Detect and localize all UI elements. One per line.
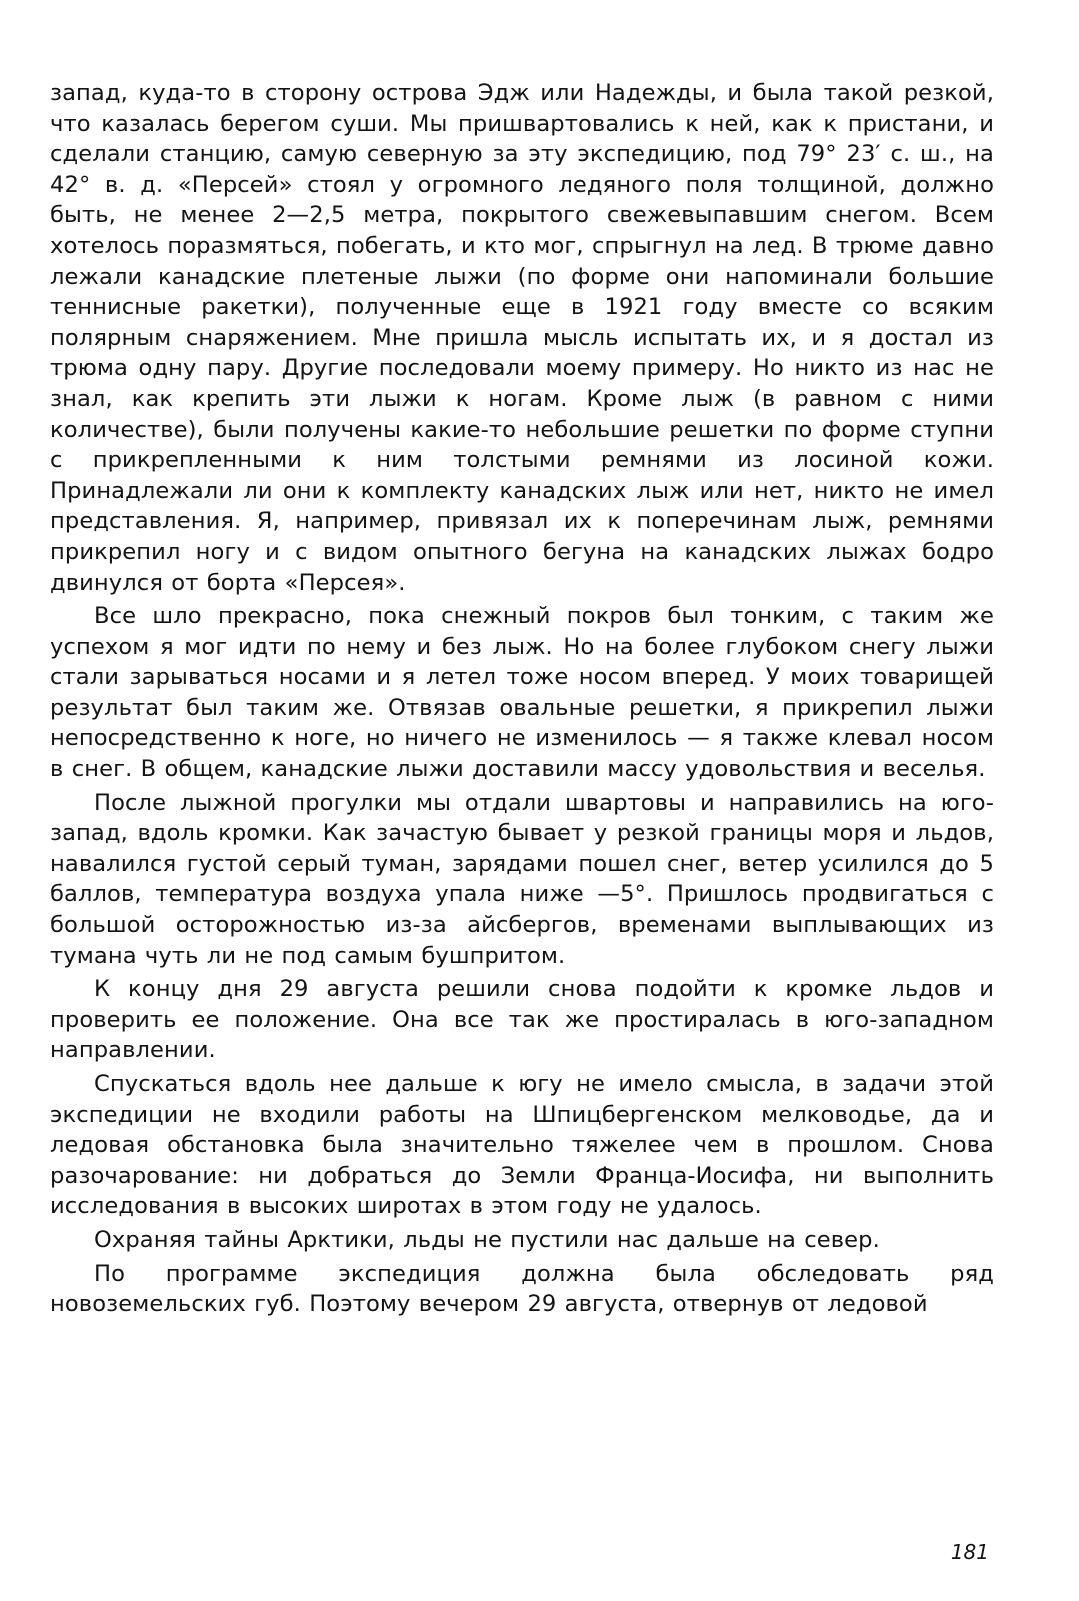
paragraph-2: Все шло прекрасно, пока снежный покров был тонким, с таким же успехом я мог идти по нему и без лыж. Но на более глубоком снегу лыжи стали зарываться носами и я летел тоже носом вперед. У моих товарищей результат был таким же. Отвязав овальные решетки, я прикрепил лыжи непосредственно к ноге, но ничего не изменилось — я также клевал носом в снег. В общем, канадские лыжи доставили массу удовольствия и веселья.	[50, 603, 994, 783]
paragraph-7: По программе экспедиция должна была обследовать ряд новоземельских губ. Поэтому вечером 29 августа, отвернув от ледовой	[50, 1260, 994, 1318]
page-body	[50, 78, 994, 1323]
paragraph-1: запад, куда-то в сторону острова Эдж или Надежды, и была такой резкой, что казалась берегом суши. Мы пришвартовались к ней, как к пристани, и сделали станцию, самую северную за эту экспедицию, под 79° 23′ с. ш., на 42° в. д. «Персей» стоял у огромного ледяного поля толщиной, должно быть, не менее 2—2,5 метра, покрытого свежевыпавшим снегом. Всем хотелось поразмяться, побегать, и кто мог, спрыгнул на лед. В трюме давно лежали канадские плетеные лыжи (по форме они напоминали большие теннисные ракетки), полученные еще в 1921 году вместе со всяким полярным снаряжением. Мне пришла мысль испытать их, и я достал из трюма одну пару. Другие последовали моему примеру. Но никто из нас не знал, как крепить эти лыжи к ногам. Кроме лыж (в равном с ними количестве), были получены какие-то небольшие решетки по форме ступни с прикрепленными к ним толстыми ремнями из лосиной кожи. Принадлежали ли они к комплекту канадских лыж или нет, никто не имел представления. Я, например, привязал их к поперечинам лыж, ремнями прикрепил ногу и с видом опытного бегуна на канадских лыжах бодро двинулся от борта «Персея».	[50, 80, 994, 596]
page-number: 181	[950, 1540, 989, 1564]
paragraph-4: К концу дня 29 августа решили снова подойти к кромке льдов и проверить ее положение. Она все так же простиралась в юго-западном направлении.	[50, 976, 994, 1064]
paragraph-5: Спускаться вдоль нее дальше к югу не имело смысла, в задачи этой экспедиции не входили работы на Шпицбергенском мелководье, да и ледовая обстановка была значительно тяжелее чем в прошлом. Снова разочарование: ни добраться до Земли Франца-Иосифа, ни выполнить исследования в высоких широтах в этом году не удалось.	[50, 1071, 994, 1220]
paragraph-6: Охраняя тайны Арктики, льды не пустили нас дальше на север.	[94, 1226, 880, 1253]
paragraph-3: После лыжной прогулки мы отдали швартовы и направились на юго-запад, вдоль кромки. Как зачастую бывает у резкой границы моря и льдов, навалился густой серый туман, зарядами пошел снег, ветер усилился до 5 баллов, температура воздуха упала ниже —5°. Пришлось продвигаться с большой осторожностью из-за айсбергов, временами выплывающих из тумана чуть ли не под самым бушпритом.	[50, 789, 994, 969]
